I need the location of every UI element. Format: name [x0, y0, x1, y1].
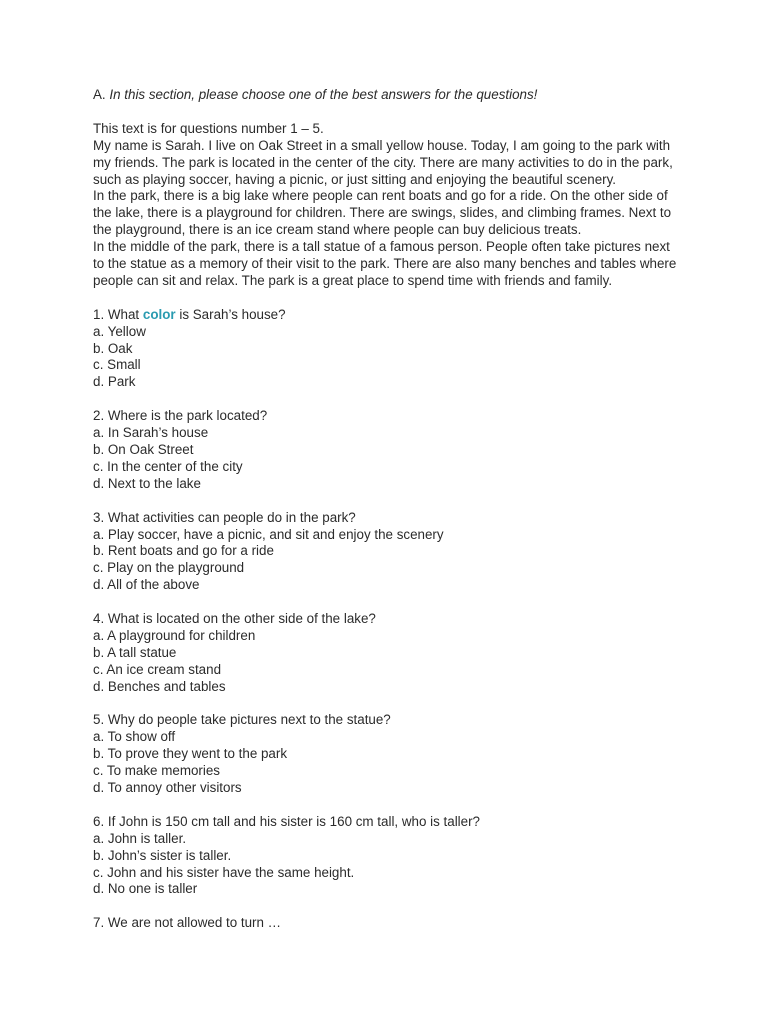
answer-option: c. In the center of the city — [93, 458, 243, 474]
question-7 — [93, 915, 683, 932]
document-page — [93, 87, 683, 949]
answer-option: b. Rent boats and go for a ride — [93, 543, 274, 559]
answer-option: a. Play soccer, have a picnic, and sit and enjoy the scenery — [93, 526, 444, 542]
question-4 — [93, 611, 683, 696]
answer-option: c. Small — [93, 357, 141, 373]
answer-option: b. To prove they went to the park — [93, 746, 288, 762]
passage-paragraph: In the middle of the park, there is a tall statue of a famous person. People often take pictures next to the statue as a memory of their visit to the park. There are also many benches and tables where people can sit and relax. The park is a great place to spend time with friends and family. — [93, 239, 677, 288]
answer-option: a. A playground for children — [93, 627, 256, 643]
answer-option: d. Park — [93, 374, 136, 390]
answer-option: d. To annoy other visitors — [93, 780, 242, 796]
question-text: 4. What is located on the other side of the lake? — [93, 611, 376, 627]
passage-paragraph: My name is Sarah. I live on Oak Street in a small yellow house. Today, I am going to the park with my friends. The park is located in the center of the city. There are many activities to do in the park, such as playing soccer, having a picnic, or just sitting and enjoying the beautiful scenery. — [93, 137, 673, 187]
answer-option: b. A tall statue — [93, 644, 177, 660]
answer-option: b. John’s sister is taller. — [93, 847, 232, 863]
answer-option: c. John and his sister have the same height. — [93, 864, 355, 880]
section-instruction: In this section, please choose one of the best answers for the questions! — [109, 87, 538, 102]
highlighted-link[interactable]: color — [142, 306, 176, 322]
question-text: 6. If John is 150 cm tall and his sister is 160 cm tall, who is taller? — [93, 813, 481, 829]
section-letter: A. — [93, 87, 106, 102]
answer-option: b. Oak — [93, 340, 133, 356]
answer-option: d. All of the above — [93, 577, 200, 593]
question-text: 2. Where is the park located? — [93, 408, 268, 424]
answer-option: c. An ice cream stand — [93, 661, 222, 677]
question-text: 1. What color is Sarah’s house? — [93, 306, 286, 322]
answer-option: c. To make memories — [93, 763, 221, 779]
passage-intro: This text is for questions number 1 – 5. — [93, 120, 324, 136]
reading-passage — [93, 121, 683, 290]
question-2 — [93, 408, 683, 493]
section-heading — [93, 87, 683, 104]
question-1 — [93, 307, 683, 392]
question-3 — [93, 510, 683, 595]
answer-option: d. No one is taller — [93, 881, 198, 897]
question-6 — [93, 814, 683, 899]
question-text: 5. Why do people take pictures next to the statue? — [93, 712, 391, 728]
answer-option: a. Yellow — [93, 323, 146, 339]
passage-paragraph: In the park, there is a big lake where people can rent boats and go for a ride. On the other side of the lake, there is a playground for children. There are swings, slides, and climbing frames. Next to the playground, there is an ice cream stand where people can buy delicious treats. — [93, 188, 672, 238]
question-text: 7. We are not allowed to turn … — [93, 915, 282, 931]
answer-option: d. Next to the lake — [93, 475, 201, 491]
question-5 — [93, 712, 683, 797]
answer-option: d. Benches and tables — [93, 678, 226, 694]
answer-option: a. To show off — [93, 729, 176, 745]
answer-option: a. John is taller. — [93, 830, 187, 846]
answer-option: c. Play on the playground — [93, 560, 245, 576]
answer-option: b. On Oak Street — [93, 441, 194, 457]
answer-option: a. In Sarah’s house — [93, 425, 209, 441]
question-text: 3. What activities can people do in the park? — [93, 509, 356, 525]
